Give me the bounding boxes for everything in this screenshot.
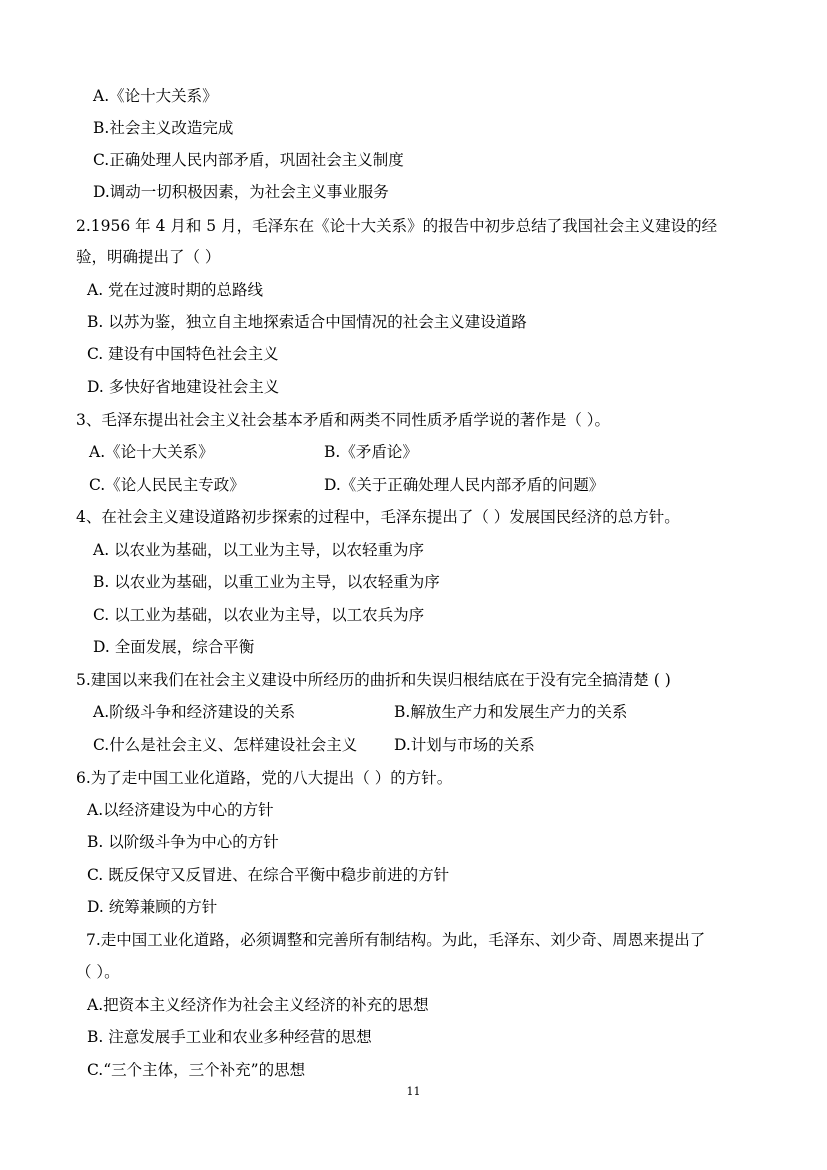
q4-option-d: D. 全面发展，综合平衡 [93, 638, 255, 656]
q4-stem: 4、在社会主义建设道路初步探索的过程中，毛泽东提出了（ ）发展国民经济的总方针。 [76, 508, 680, 526]
q6-option-b: B. 以阶级斗争为中心的方针 [87, 833, 279, 851]
q7-option-b: B. 注意发展手工业和农业多种经营的思想 [87, 1028, 372, 1046]
q6-option-c: C. 既反保守又反冒进、在综合平衡中稳步前进的方针 [87, 866, 450, 884]
q1-option-c: C.正确处理人民内部矛盾，巩固社会主义制度 [93, 151, 404, 169]
q4-option-c: C. 以工业为基础，以农业为主导，以工农兵为序 [93, 606, 425, 624]
q4-option-b: B. 以农业为基础，以重工业为主导，以农轻重为序 [93, 573, 440, 591]
q3-option-b: B.《矛盾论》 [324, 443, 418, 461]
q4-option-a: A. 以农业为基础，以工业为主导，以农轻重为序 [93, 541, 425, 559]
page-number: 11 [406, 1085, 421, 1098]
q5-option-c: C.什么是社会主义、怎样建设社会主义 [93, 736, 358, 754]
q2-option-a: A. 党在过渡时期的总路线 [87, 281, 264, 299]
q2-option-c: C. 建设有中国特色社会主义 [87, 345, 279, 363]
q7-stem-line1: 7.走中国工业化道路，必须调整和完善所有制结构。为此，毛泽东、刘少奇、周恩来提出了 [86, 931, 706, 949]
q2-stem-line1: 2.1956 年 4 月和 5 月，毛泽东在《论十大关系》的报告中初步总结了我国社会主义建设的经 [76, 217, 718, 235]
q2-stem-line2: 验，明确提出了（ ） [76, 248, 221, 266]
q7-option-c: C.“三个主体，三个补充”的思想 [87, 1061, 306, 1079]
q3-option-c: C.《论人民民主专政》 [89, 476, 245, 494]
q5-option-d: D.计划与市场的关系 [394, 736, 535, 754]
q1-option-d: D.调动一切积极因素，为社会主义事业服务 [93, 183, 389, 201]
q6-option-d: D. 统筹兼顾的方针 [87, 898, 218, 916]
q6-stem: 6.为了走中国工业化道路，党的八大提出（ ）的方针。 [76, 769, 453, 787]
q1-option-b: B.社会主义改造完成 [93, 119, 234, 137]
q7-option-a: A.把资本主义经济作为社会主义经济的补充的思想 [87, 996, 429, 1014]
q5-stem: 5.建国以来我们在社会主义建设中所经历的曲折和失误归根结底在于没有完全搞清楚 ( ) [76, 671, 671, 689]
q5-option-a: A.阶级斗争和经济建设的关系 [93, 703, 296, 721]
q3-option-d: D.《关于正确处理人民内部矛盾的问题》 [324, 476, 605, 494]
q7-stem-line2: （ ）。 [76, 963, 120, 981]
q2-option-d: D. 多快好省地建设社会主义 [87, 378, 280, 396]
q5-option-b: B.解放生产力和发展生产力的关系 [394, 703, 628, 721]
q3-option-a: A.《论十大关系》 [89, 443, 214, 461]
q3-stem: 3、毛泽东提出社会主义社会基本矛盾和两类不同性质矛盾学说的著作是（ ）。 [76, 411, 611, 429]
q6-option-a: A.以经济建设为中心的方针 [87, 801, 274, 819]
q1-option-a: A.《论十大关系》 [93, 87, 218, 105]
q2-option-b: B. 以苏为鉴，独立自主地探索适合中国情况的社会主义建设道路 [87, 313, 527, 331]
